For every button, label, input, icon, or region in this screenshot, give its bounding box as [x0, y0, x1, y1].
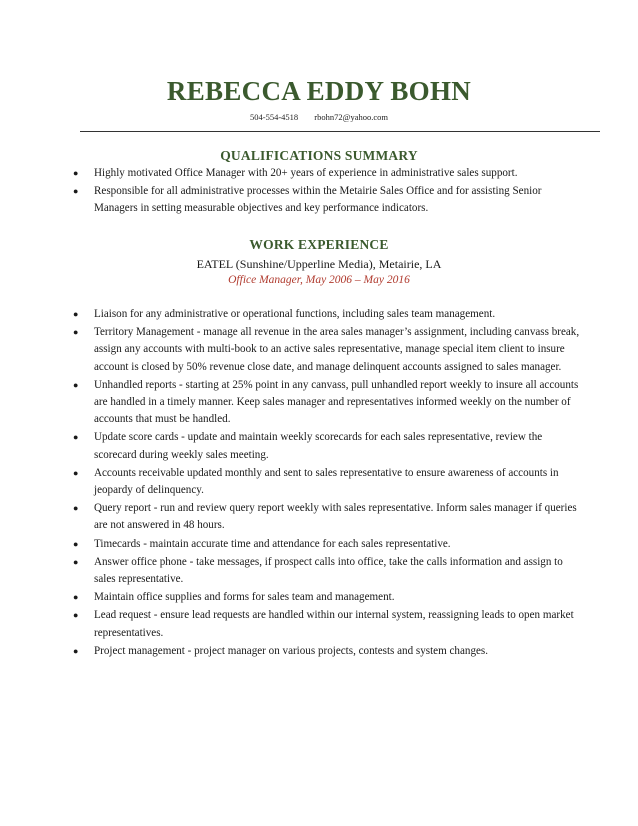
bullet-icon: ● — [73, 645, 79, 656]
list-item: ● Accounts receivable updated monthly and sent to sales representative to ensure awareness of accounts in jeopardy of delinquency. — [73, 466, 559, 497]
bullet-icon: ● — [73, 186, 79, 197]
list-item: ● Project management - project manager on various projects, contests and system changes. — [73, 643, 583, 660]
bullet-icon: ● — [73, 379, 79, 390]
qualifications-list — [73, 165, 583, 219]
role-line: Office Manager, May 2006 – May 2016 — [228, 274, 410, 286]
contact-line — [0, 112, 638, 122]
bullet-icon: ● — [73, 538, 79, 549]
phone-number: 504-554-4518 — [250, 112, 299, 122]
list-item: ● Timecards - maintain accurate time and attendance for each sales representative. — [73, 536, 583, 553]
experience-heading: WORK EXPERIENCE — [249, 237, 389, 252]
list-item: ● Query report - run and review query report weekly with sales representative. Inform sales manager if queries are not answered in 48 hours. — [73, 502, 577, 532]
list-item: ● Lead request - ensure lead requests are handled within our internal system, reassigning leads to open market representatives. — [73, 609, 574, 639]
list-item: ● Maintain office supplies and forms for sales team and management. — [73, 589, 583, 606]
header-divider — [80, 131, 600, 132]
email-address[interactable]: rbohn72@yahoo.com — [314, 112, 388, 122]
list-item: ● Highly motivated Office Manager with 20+ years of experience in administrative sales support. — [73, 165, 583, 182]
list-item: ● Responsible for all administrative processes within the Metairie Sales Office and for assisting Senior Managers in setting measurable objectives and key performance indicators. — [73, 185, 542, 215]
bullet-icon: ● — [73, 432, 79, 443]
list-item: ● Update score cards - update and maintain weekly scorecards for each sales representative, review the scorecard during weekly sales meeting. — [73, 431, 543, 461]
bullet-icon: ● — [73, 592, 79, 603]
bullet-icon: ● — [73, 556, 79, 567]
bullet-icon: ● — [73, 168, 79, 178]
bullet-icon: ● — [73, 327, 79, 338]
bullet-icon: ● — [73, 503, 79, 514]
list-item: ● Territory Management - manage all revenue in the area sales manager’s assignment, including canvass break, assign any accounts with multi-book to an active sales representative, manage special item client to insure account is closed by 50% revenue close date, and manage delinquent accounts assigned to sales manager. — [73, 326, 580, 373]
list-item: ● Liaison for any administrative or operational functions, including sales team management. — [73, 306, 583, 323]
experience-list — [73, 306, 583, 661]
company-line: EATEL (Sunshine/Upperline Media), Metairie, LA — [196, 257, 442, 271]
list-item: ● Unhandled reports - starting at 25% point in any canvass, pull unhandled report weekly to insure all accounts are handled in a timely manner. Keep sales manager and representatives informed weekly on the number of accounts that must be handled. — [73, 378, 579, 426]
candidate-name: REBECCA EDDY BOHN — [166, 76, 472, 106]
bullet-icon: ● — [73, 467, 79, 478]
list-item: ● Answer office phone - take messages, if prospect calls into office, take the calls information and assign to sales representative. — [73, 555, 563, 586]
bullet-icon: ● — [73, 610, 79, 621]
bullet-icon: ● — [73, 309, 79, 319]
qualifications-heading: QUALIFICATIONS SUMMARY — [220, 148, 418, 163]
